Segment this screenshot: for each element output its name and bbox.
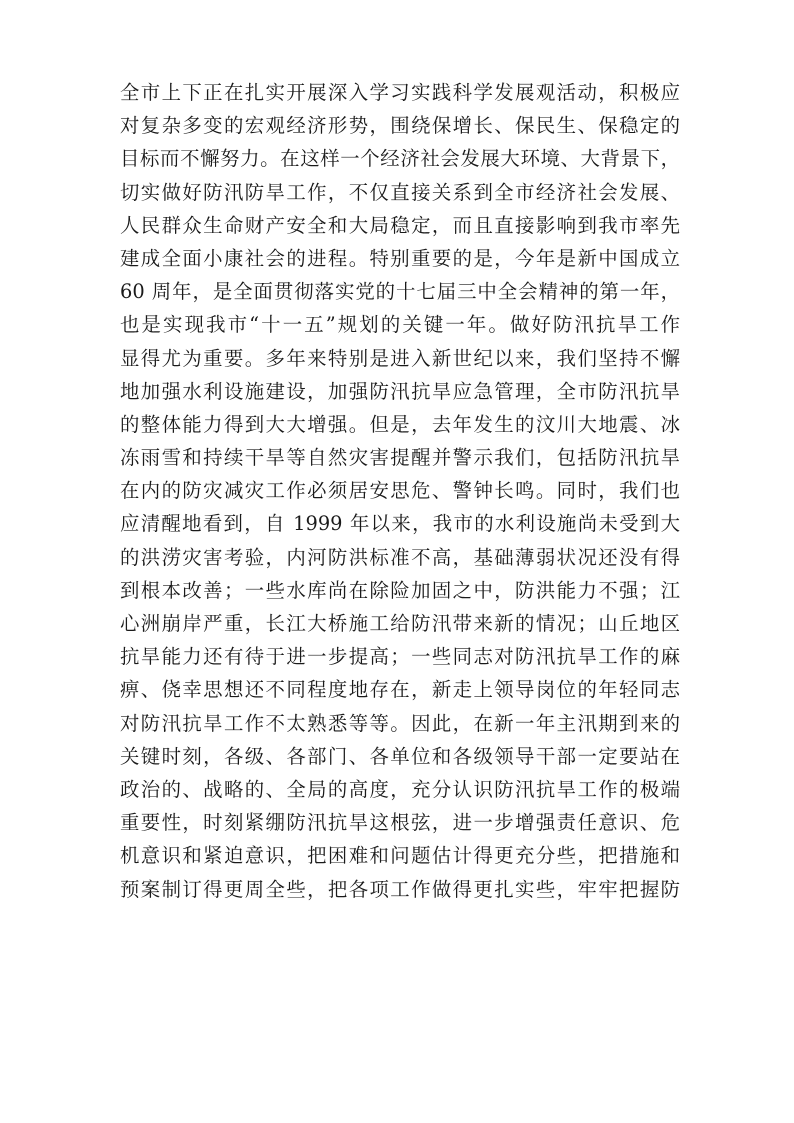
paragraph-line: 在内的防灾减灾工作必须居安思危、警钟长鸣。同时，我们也 [120, 479, 680, 503]
paragraph-line: 60 周年，是全面贯彻落实党的十七届三中全会精神的第一年， [120, 280, 680, 304]
paragraph-line: 目标而不懈努力。在这样一个经济社会发展大环境、大背景下， [120, 147, 680, 171]
paragraph-line: 到根本改善；一些水库尚在除险加固之中，防洪能力不强；江 [120, 578, 680, 602]
paragraph-line: 痹、侥幸思想还不同程度地存在，新走上领导岗位的年轻同志 [120, 678, 680, 702]
paragraph-line: 也是实现我市“十一五”规划的关键一年。做好防汛抗旱工作 [120, 313, 680, 337]
paragraph-line: 地加强水利设施建设，加强防汛抗旱应急管理，全市防汛抗旱 [120, 379, 680, 403]
paragraph-line: 人民群众生命财产安全和大局稳定，而且直接影响到我市率先 [120, 213, 680, 237]
paragraph-line: 重要性，时刻紧绷防汛抗旱这根弦，进一步增强责任意识、危 [120, 811, 680, 835]
paragraph-line: 对防汛抗旱工作不太熟悉等等。因此，在新一年主汛期到来的 [120, 711, 680, 735]
paragraph-line: 抗旱能力还有待于进一步提高；一些同志对防汛抗旱工作的麻 [120, 645, 680, 669]
paragraph-line: 的整体能力得到大大增强。但是，去年发生的汶川大地震、冰 [120, 412, 680, 436]
paragraph-line: 对复杂多变的宏观经济形势，围绕保增长、保民生、保稳定的 [120, 114, 680, 138]
paragraph-line: 冻雨雪和持续干旱等自然灾害提醒并警示我们，包括防汛抗旱 [120, 446, 680, 470]
paragraph-line: 机意识和紧迫意识，把困难和问题估计得更充分些，把措施和 [120, 844, 680, 868]
paragraph-line: 政治的、战略的、全局的高度，充分认识防汛抗旱工作的极端 [120, 777, 680, 801]
paragraph-line: 心洲崩岸严重，长江大桥施工给防汛带来新的情况；山丘地区 [120, 612, 680, 635]
paragraph-line: 的洪涝灾害考验，内河防洪标准不高，基础薄弱状况还没有得 [120, 545, 680, 569]
paragraph-line: 关键时刻，各级、各部门、各单位和各级领导干部一定要站在 [120, 744, 680, 768]
paragraph-line: 显得尤为重要。多年来特别是进入新世纪以来，我们坚持不懈 [120, 346, 680, 370]
paragraph-line: 建成全面小康社会的进程。特别重要的是，今年是新中国成立 [120, 246, 680, 270]
paragraph-line: 全市上下正在扎实开展深入学习实践科学发展观活动，积极应 [120, 81, 680, 104]
paragraph-line: 切实做好防汛防旱工作，不仅直接关系到全市经济社会发展、 [120, 180, 680, 204]
paragraph-line: 预案制订得更周全些，把各项工作做得更扎实些，牢牢把握防 [120, 877, 680, 901]
paragraph-line: 应清醒地看到，自 1999 年以来，我市的水利设施尚未受到大 [120, 512, 680, 536]
body-paragraph [120, 76, 680, 906]
